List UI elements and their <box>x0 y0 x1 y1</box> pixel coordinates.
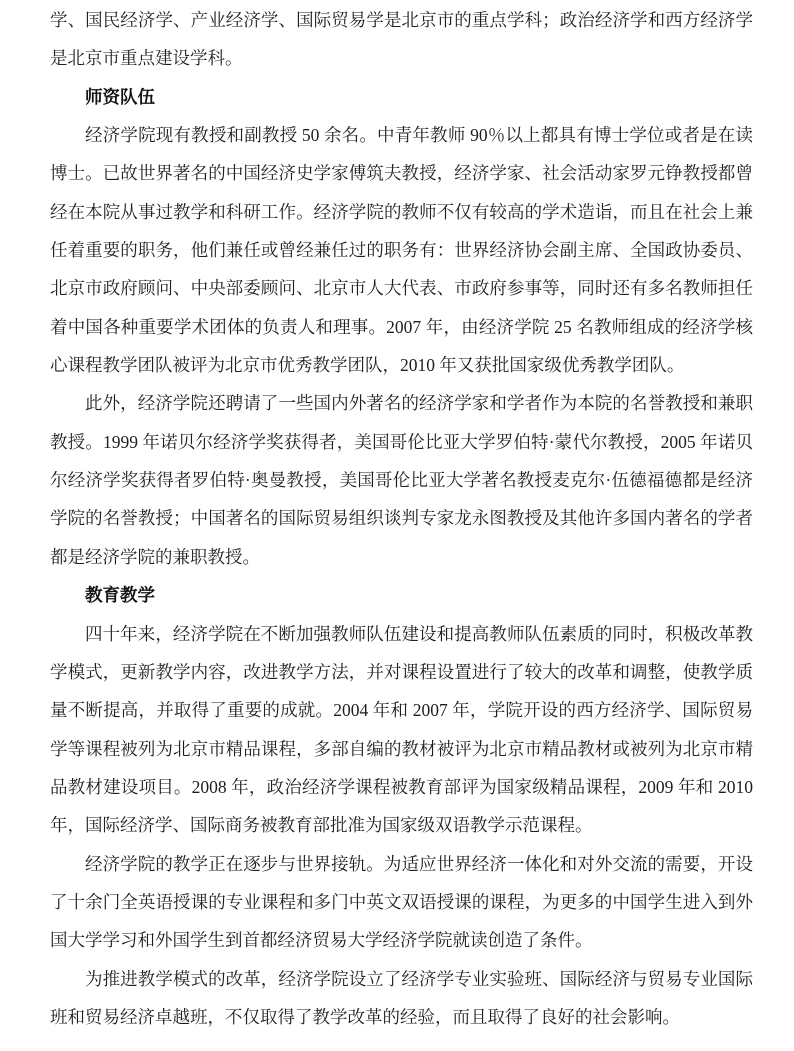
paragraph: 学、国民经济学、产业经济学、国际贸易学是北京市的重点学科；政治经济学和西方经济学是北京市重点建设学科。 <box>50 10 753 69</box>
paragraph: 经济学院的教学正在逐步与世界接轨。为适应世界经济一体化和对外交流的需要，开设了十余门全英语授课的专业课程和多门中英文双语授课的课程，为更多的中国学生进入到外国大学学习和外国学生到首都经济贸易大学经济学院就读创造了条件。 <box>50 853 753 951</box>
section-heading: 师资队伍 <box>85 86 155 107</box>
paragraph: 经济学院现有教授和副教授 50 余名。中青年教师 90％以上都具有博士学位或者是在读博士。已故世界著名的中国经济史学家傅筑夫教授，经济学家、社会活动家罗元铮教授都曾经在本院从事过教学和科研工作。经济学院的教师不仅有较高的学术造诣，而且在社会上兼任着重要的职务，他们兼任或曾经兼任过的职务有：世界经济协会副主席、全国政协委员、北京市政府顾问、中央部委顾问、北京市人大代表、市政府参事等，同时还有多名教师担任着中国各种重要学术团体的负责人和理事。2007 年，由经济学院 25 名教师组成的经济学核心课程教学团队被评为北京市优秀教学团队，2010 年又获批国家级优秀教学团队。 <box>50 125 753 376</box>
paragraph: 四十年来，经济学院在不断加强教师队伍建设和提高教师队伍素质的同时，积极改革教学模式，更新教学内容，改进教学方法，并对课程设置进行了较大的改革和调整，使教学质量不断提高，并取得了重要的成就。2004 年和 2007 年，学院开设的西方经济学、国际贸易学等课程被列为北京市精品课程，多部自编的教材被评为北京市精品教材或被列为北京市精品教材建设项目。2008 年，政治经济学课程被教育部评为国家级精品课程，2009 年和 2010 年，国际经济学、国际商务被教育部批准为国家级双语教学示范课程。 <box>50 623 753 836</box>
paragraph: 为推进教学模式的改革，经济学院设立了经济学专业实验班、国际经济与贸易专业国际班和贸易经济卓越班，不仅取得了教学改革的经验，而且取得了良好的社会影响。 <box>50 968 753 1027</box>
section-heading: 教育教学 <box>85 585 155 606</box>
paragraph: 此外，经济学院还聘请了一些国内外著名的经济学家和学者作为本院的名誉教授和兼职教授。1999 年诺贝尔经济学奖获得者，美国哥伦比亚大学罗伯特·蒙代尔教授，2005 年诺贝尔经济学奖获得者罗伯特·奥曼教授，美国哥伦比亚大学著名教授麦克尔·伍德福德都是经济学院的名誉教授；中国著名的国际贸易组织谈判专家龙永图教授及其他许多国内著名的学者都是经济学院的兼职教授。 <box>50 393 753 567</box>
